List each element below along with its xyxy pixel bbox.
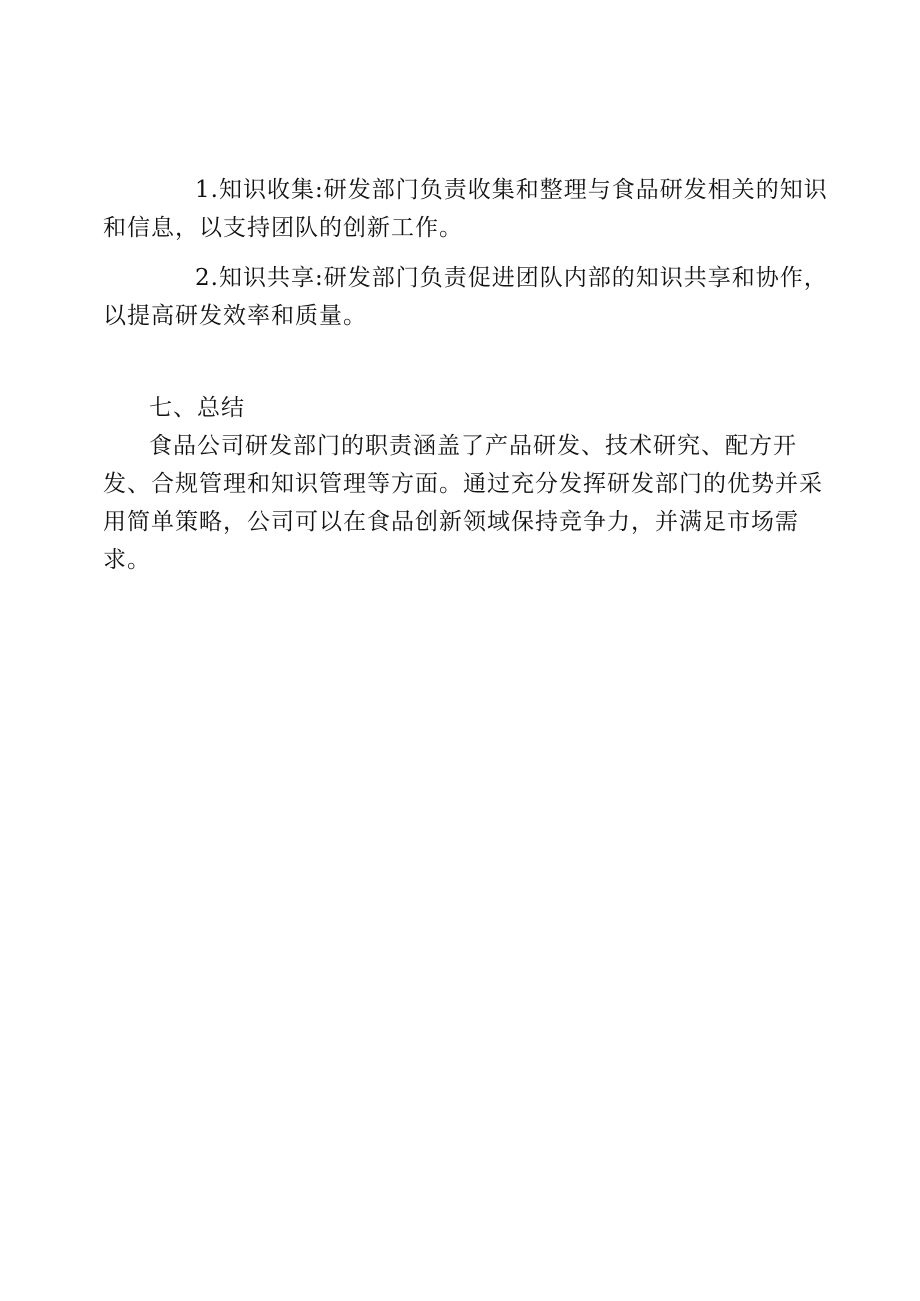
- item-label-2: .知识共享:: [210, 265, 324, 291]
- summary-heading: 七、总结: [149, 395, 245, 421]
- document-content: [103, 171, 828, 591]
- knowledge-sharing-paragraph: [103, 259, 828, 335]
- item-text-2: 研发部门负责促进团队内部的知识共享和协作，以提高研发效率和质量。: [103, 265, 828, 329]
- item-number-2: 2: [195, 265, 211, 291]
- summary-paragraph: 食品公司研发部门的职责涵盖了产品研发、技术研究、配方开发、合规管理和知识管理等方面。通过充分发挥研发部门的优势并采用简单策略，公司可以在食品创新领域保持竞争力，并满足市场需求。: [103, 433, 823, 573]
- knowledge-collection-paragraph: [103, 171, 828, 247]
- item-label-1: .知识收集:: [210, 177, 324, 203]
- item-text-1: 研发部门负责收集和整理与食品研发相关的知识和信息，以支持团队的创新工作。: [103, 177, 828, 241]
- item-number-1: 1: [195, 177, 211, 203]
